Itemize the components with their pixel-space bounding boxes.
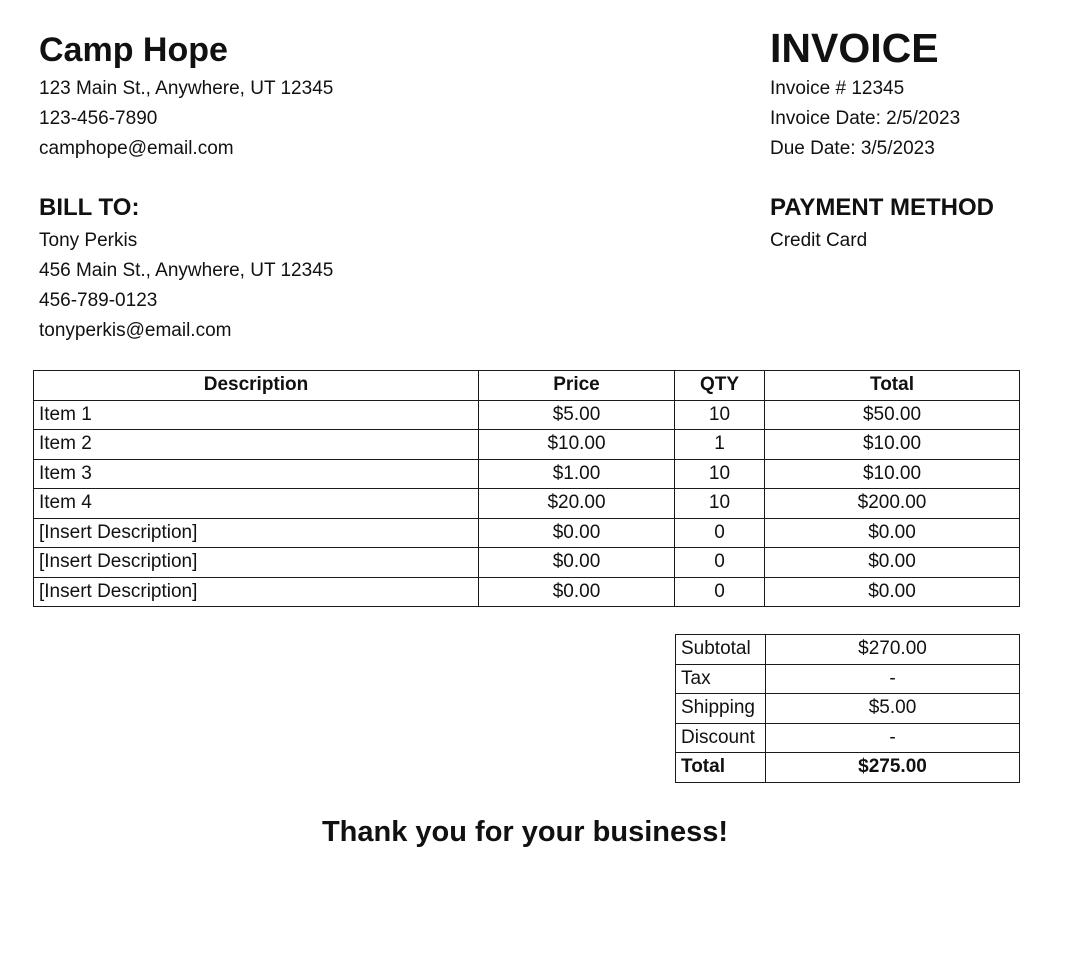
subtotal-row: [676, 635, 1020, 665]
item-price: $0.00: [479, 518, 675, 548]
bill-to-email: tonyperkis@email.com: [39, 320, 232, 341]
item-qty: 1: [675, 430, 765, 460]
table-row: [34, 577, 1020, 607]
tax-value: -: [766, 664, 1020, 694]
column-header-description: Description: [34, 371, 479, 401]
item-total: $50.00: [765, 400, 1020, 430]
column-header-total: Total: [765, 371, 1020, 401]
grand-total-value: $275.00: [766, 753, 1020, 783]
discount-label: Discount: [676, 723, 766, 753]
item-description: Item 2: [34, 430, 479, 460]
subtotal-label: Subtotal: [676, 635, 766, 665]
bill-to-info: [39, 226, 333, 346]
item-total: $10.00: [765, 430, 1020, 460]
item-qty: 10: [675, 459, 765, 489]
items-header-row: [34, 371, 1020, 401]
item-description: Item 1: [34, 400, 479, 430]
shipping-value: $5.00: [766, 694, 1020, 724]
grand-total-label: Total: [676, 753, 766, 783]
item-price: $20.00: [479, 489, 675, 519]
invoice-due-date: Due Date: 3/5/2023: [770, 138, 935, 159]
item-price: $0.00: [479, 548, 675, 578]
item-qty: 10: [675, 489, 765, 519]
invoice-meta: [770, 74, 960, 164]
tax-label: Tax: [676, 664, 766, 694]
item-description: Item 4: [34, 489, 479, 519]
item-qty: 0: [675, 518, 765, 548]
thank-you-message: Thank you for your business!: [321, 816, 729, 848]
item-total: $0.00: [765, 577, 1020, 607]
bill-to-address: 456 Main St., Anywhere, UT 12345: [39, 260, 334, 281]
item-total: $10.00: [765, 459, 1020, 489]
company-address: 123 Main St., Anywhere, UT 12345: [39, 78, 334, 99]
item-total: $0.00: [765, 548, 1020, 578]
shipping-row: [676, 694, 1020, 724]
table-row: [34, 518, 1020, 548]
table-row: [34, 548, 1020, 578]
company-info: [39, 74, 333, 164]
item-qty: 0: [675, 548, 765, 578]
bill-to-heading: BILL TO:: [39, 194, 140, 221]
items-table: [33, 370, 1020, 607]
payment-method-info: [770, 226, 867, 256]
table-row: [34, 489, 1020, 519]
discount-value: -: [766, 723, 1020, 753]
table-row: [34, 400, 1020, 430]
invoice-title: INVOICE: [770, 25, 939, 71]
company-email: camphope@email.com: [39, 138, 234, 159]
item-price: $1.00: [479, 459, 675, 489]
table-row: [34, 459, 1020, 489]
item-description: Item 3: [34, 459, 479, 489]
payment-method-heading: PAYMENT METHOD: [770, 194, 995, 221]
table-row: [34, 430, 1020, 460]
item-price: $0.00: [479, 577, 675, 607]
invoice-number: Invoice # 12345: [770, 78, 905, 99]
item-description: [Insert Description]: [34, 548, 479, 578]
bill-to-name: Tony Perkis: [39, 230, 138, 251]
item-price: $10.00: [479, 430, 675, 460]
grand-total-row: [676, 753, 1020, 783]
item-qty: 10: [675, 400, 765, 430]
company-phone: 123-456-7890: [39, 108, 158, 129]
item-price: $5.00: [479, 400, 675, 430]
discount-row: [676, 723, 1020, 753]
payment-method-value: Credit Card: [770, 230, 868, 251]
item-description: [Insert Description]: [34, 577, 479, 607]
shipping-label: Shipping: [676, 694, 766, 724]
bill-to-phone: 456-789-0123: [39, 290, 158, 311]
item-description: [Insert Description]: [34, 518, 479, 548]
item-qty: 0: [675, 577, 765, 607]
tax-row: [676, 664, 1020, 694]
item-total: $200.00: [765, 489, 1020, 519]
invoice-date: Invoice Date: 2/5/2023: [770, 108, 961, 129]
company-name: Camp Hope: [39, 31, 228, 69]
totals-table: [675, 634, 1020, 783]
item-total: $0.00: [765, 518, 1020, 548]
subtotal-value: $270.00: [766, 635, 1020, 665]
column-header-qty: QTY: [675, 371, 765, 401]
column-header-price: Price: [479, 371, 675, 401]
